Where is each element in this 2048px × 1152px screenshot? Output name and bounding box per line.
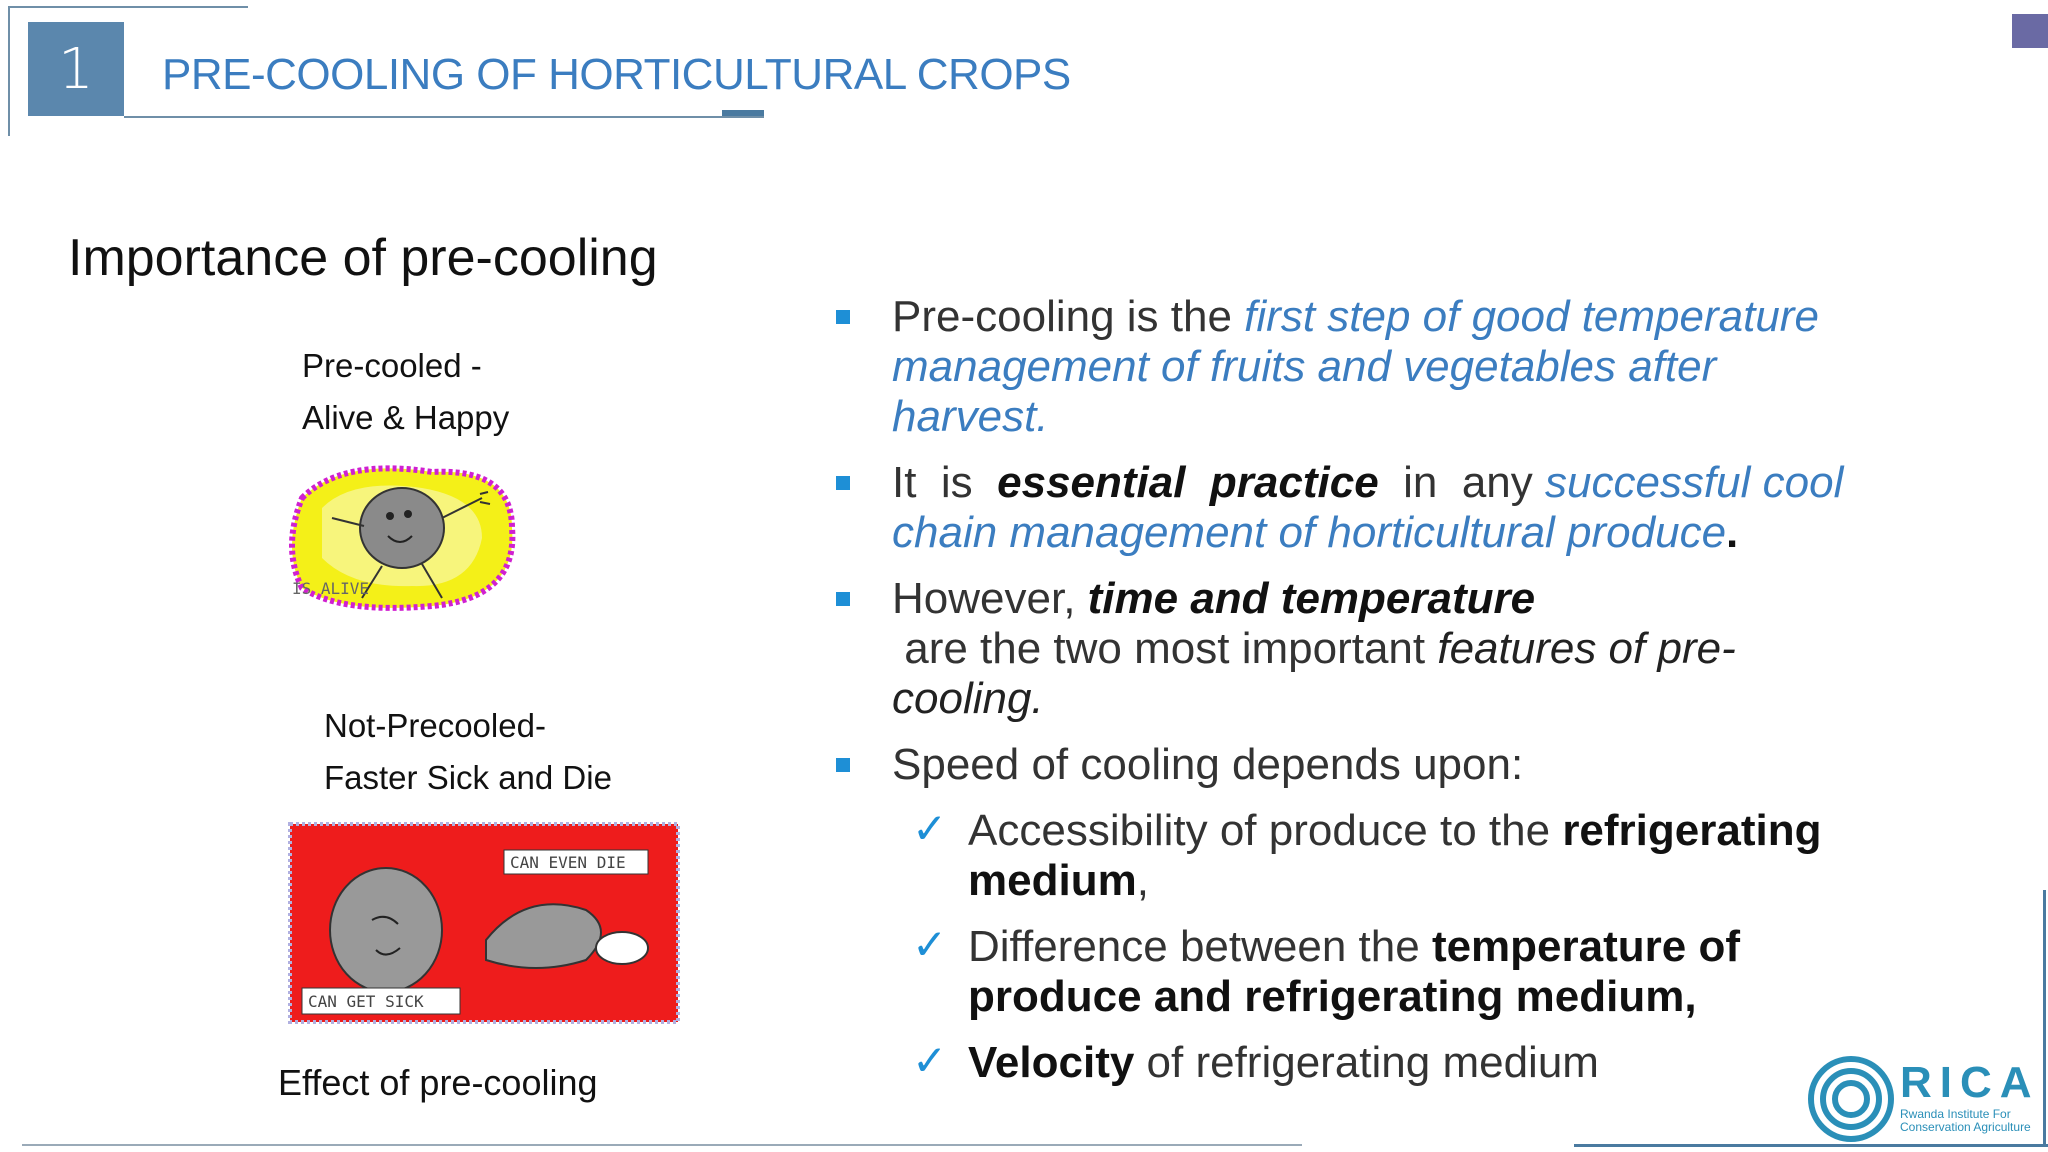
logo-subtitle bbox=[1900, 1108, 2031, 1134]
bullet-item-3 bbox=[832, 574, 1852, 724]
bullet-list bbox=[832, 292, 1852, 1104]
bullet-item-4 bbox=[832, 740, 1852, 790]
caption-not-precooled-line1: Not-Precooled- bbox=[324, 707, 546, 744]
sub2-text: Difference between the bbox=[968, 922, 1432, 971]
caption-not-precooled bbox=[324, 700, 612, 804]
image2-label-bottom: CAN GET SICK bbox=[308, 992, 424, 1011]
sub3-text: of refrigerating medium bbox=[1134, 1038, 1599, 1087]
bullet2-end: . bbox=[1726, 508, 1739, 557]
bullet2-text-a: It is bbox=[892, 458, 998, 507]
image1-label: IS ALIVE bbox=[292, 579, 370, 598]
rica-logo-icon bbox=[1806, 1054, 1896, 1144]
sub1-text: Accessibility of produce to the bbox=[968, 806, 1563, 855]
bullet3-text-b: are the two most important bbox=[892, 624, 1438, 673]
bullet2-bold: essential practice bbox=[997, 458, 1379, 507]
bullet-square-icon bbox=[836, 592, 850, 606]
caption-effect: Effect of pre-cooling bbox=[278, 1062, 598, 1103]
logo-subtitle-line2: Conservation Agriculture bbox=[1900, 1120, 2031, 1134]
sick-potato-image bbox=[286, 820, 682, 1026]
sub1-bold: refrigerating medium bbox=[968, 806, 1822, 905]
section-number: 1 bbox=[58, 36, 94, 102]
caption-precooled-line1: Pre-cooled - bbox=[302, 347, 482, 384]
bullet1-emphasis: first step of good temperature management of fruits and vegetables after harvest. bbox=[892, 292, 1819, 441]
bullet3-bold: time and temperature bbox=[1087, 574, 1536, 623]
bullet-square-icon bbox=[836, 758, 850, 772]
bullet-item-1 bbox=[832, 292, 1852, 442]
happy-potato-image bbox=[282, 458, 522, 618]
sub1-end: , bbox=[1136, 856, 1149, 905]
footer-accent-line bbox=[1574, 1144, 2048, 1147]
footer-vertical-line bbox=[2043, 890, 2046, 1146]
slide-subtitle: Importance of pre-cooling bbox=[68, 229, 658, 287]
checkmark-icon: ✓ bbox=[912, 921, 948, 968]
caption-not-precooled-line2: Faster Sick and Die bbox=[324, 759, 612, 796]
header-border-bottom bbox=[124, 116, 764, 118]
sub2-bold: temperature of produce and refrigerating medium, bbox=[968, 922, 1741, 1021]
bullet-square-icon bbox=[836, 310, 850, 324]
section-number-box bbox=[28, 22, 124, 116]
bullet2-emphasis: successful cool chain management of horticultural produce bbox=[892, 458, 1844, 557]
logo-subtitle-line1: Rwanda Institute For bbox=[1900, 1107, 2011, 1121]
footer-line bbox=[22, 1144, 1302, 1146]
bullet3-emphasis: features of pre-cooling. bbox=[892, 624, 1736, 723]
slide-title: PRE-COOLING OF HORTICULTURAL CROPS bbox=[162, 50, 1071, 99]
checkmark-icon: ✓ bbox=[912, 1037, 948, 1084]
bullet3-text-a: However, bbox=[892, 574, 1088, 623]
bullet-item-2 bbox=[832, 458, 1852, 558]
header-border-left bbox=[8, 6, 10, 136]
logo-name: RICA bbox=[1900, 1058, 2040, 1107]
bullet1-text: Pre-cooling is the bbox=[892, 292, 1245, 341]
bullet4-text: Speed of cooling depends upon: bbox=[892, 740, 1524, 789]
bullet-square-icon bbox=[836, 476, 850, 490]
header-border-top bbox=[8, 6, 248, 8]
caption-precooled-line2: Alive & Happy bbox=[302, 399, 510, 436]
bullet2-text-b: in any bbox=[1378, 458, 1545, 507]
sub-bullet-3 bbox=[832, 1038, 1852, 1088]
sub-bullet-2 bbox=[832, 922, 1852, 1022]
sub-bullet-1 bbox=[832, 806, 1852, 906]
corner-square bbox=[2012, 14, 2048, 48]
image2-label-top: CAN EVEN DIE bbox=[510, 853, 626, 872]
checkmark-icon: ✓ bbox=[912, 805, 948, 852]
sub3-bold: Velocity bbox=[968, 1038, 1135, 1087]
header-accent-bar bbox=[722, 110, 764, 116]
caption-precooled bbox=[302, 340, 509, 444]
